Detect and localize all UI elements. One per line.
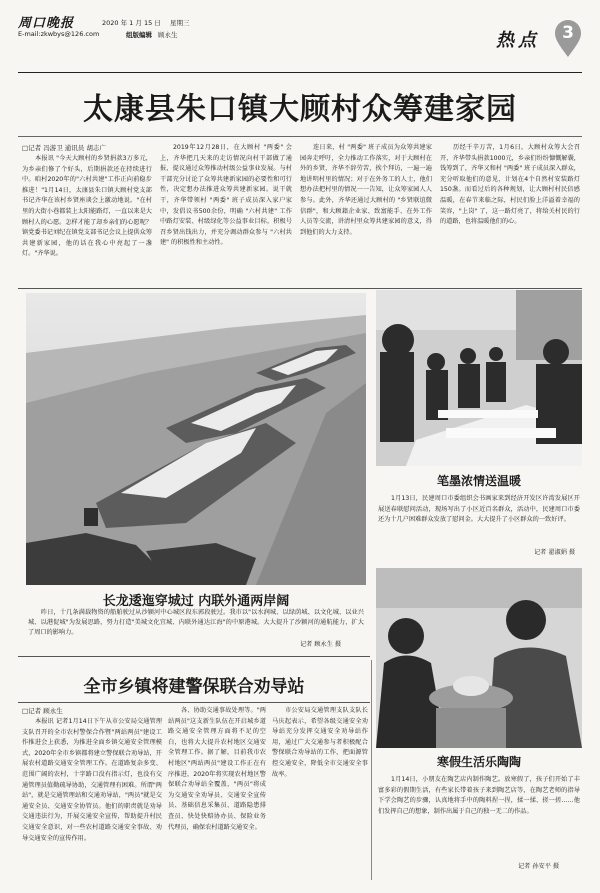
lead-column-1: 本报讯 "今天大顾村的乡贤捐款3万多元，为乡亲们修了个好头，后期捐款还在持续进行中。咱村2020年的"六村共建"工作正向前稳步推进！"1月14日，太康县朱口镇大顾村党支部书记齐华在该村乡贤座谈会上激动地说。"在村里的大街小巷都装上太阳能路灯，一直以来是大顾村人的心愿。怎样才能了却乡亲们的心愿呢？镇党委书记刘纪在镇党支部书记会议上提供众筹共建新家园，他的话在我心中亮起了一盏灯。"齐华说。	[22, 155, 152, 258]
email: E-mail:zkwbys@126.com	[18, 30, 100, 38]
pottery-illustration	[376, 568, 582, 748]
lead-bottom-rule	[18, 288, 582, 289]
river-barges-illustration	[26, 293, 366, 585]
page-number-badge	[554, 20, 582, 56]
river-barges-photo	[26, 293, 366, 585]
masthead	[18, 8, 582, 70]
masthead-rule	[18, 72, 582, 73]
traffic-column-1: 本报讯 记者1月14日下午从市公安局交通管理支队召开的全市农村警保合作暨"两站两员"建设工作推进会上获悉，为推进全面乡镇交通安全管理模式，2020年全市乡镇都将建立警保联合劝导站，开展农村道路交通安全管理工作。在道路复杂多变、范围广阔的农村，十字路口没有指示灯，也没有交通管理员值勤疏导协助，交通管理有困难。所谓"两站"，就是交通管理站和交通劝导站，"两员"就是交通安全员、交通安全协管员。他们的职责就是劝导交通违法行为，开展交通安全宣传，帮助提升村民交通安全意识，对一些农村道路交通安全事故、劝导交通安全的宣传作用。	[22, 718, 162, 842]
pottery-caption: 1月14日，小朋友在陶艺店内制作陶艺。放寒假了，孩子们开始了丰富多彩的假期生活，有些家长带着孩子来到陶艺店等，在陶艺老师的指导下学会陶艺的步骤，认真地将手中的陶料捏一捏，揉一揉、搓一搓……他们发挥自己的想象，制作出属于自己的独一无二的作品。	[378, 776, 580, 815]
brush-credit: 记者 翟淑娟 摄	[534, 549, 576, 556]
issue-date: 2020 年 1 月 15 日	[102, 19, 161, 27]
editor-name: 顾永生	[158, 31, 178, 39]
lead-byline: □记者 冯游卫 通讯员 胡志广	[22, 144, 106, 152]
lead-column-4: 历经千辛万苦，1月6日，大顾村众筹大会召开，齐华带头捐款1000元，乡亲们纷纷慷慨解囊，钱筹到了，齐华又和村 "两委" 班子成员深入群众，充分听取他们的意见，计划在4个自然村安装路灯150盏。而看过后的各种规划，让大顾村村民倍感温暖，在春节来临之际，村民们脸上洋溢着幸福的笑容，"上岗" 了，这一路灯亮了，将给关村民的行的道路，也将温暖他们的心。	[440, 144, 580, 226]
traffic-top-rule	[18, 656, 370, 657]
brush-title: 笔墨浓情送温暖	[436, 474, 521, 488]
brush-caption: 1月13日，民建周口市委组织会书画家来到经济开发区许湾发展区开展送春联慰问活动，现场写出了小区近百名群众，活动中，民建周口市委还为十几户困难群众发放了慰问金。大大提升了小区群众的一致好评。	[378, 495, 580, 524]
pottery-title: 寒假生活乐陶陶	[436, 755, 521, 769]
column-divider	[371, 660, 372, 880]
calligraphy-photo	[376, 290, 582, 466]
page-number: 3	[562, 23, 574, 43]
traffic-headline: 全市乡镇将建警保联合劝导站	[83, 677, 305, 697]
river-title: 长龙逶迤穿城过 内联外通两岸阔	[102, 594, 290, 609]
river-credit: 记者 顾永生 摄	[300, 641, 342, 648]
pottery-credit: 记者 孙安平 摄	[518, 863, 560, 870]
traffic-column-2: 各、协助交通事故处理等。"两站两员"这支新生队伍在开启城乡道路交通安全管理方面将不足的空白，也将大大提升农村地区交通安全管理工作。据了解，目前我市农村地区"两站两员"建设工作正在有序推进，2020年将实现农村地区警保联合劝导站全覆盖，"两员"将成为交通安全劝导员、交通安全宣传员、基础信息采集员、道路隐患排查员、快处快赔协办员、保险业务代理员，确保农村道路交通安全。	[168, 707, 266, 831]
issue-weekday: 星期三	[170, 19, 190, 27]
section-name: 热点	[496, 30, 540, 51]
traffic-byline: □记者 顾永生	[22, 707, 63, 715]
lead-column-3: 连日来，村 "两委" 班子成员为众筹共建家园奔走呼吁，全力推动工作落实，对于大顾村在外的乡贤，齐华不辞劳苦，挨个拜访，一遍一遍地讲明村里的情况；对于在外务工的人士，他们想办法把村里的情况一一告知，让众筹家园人人参与。此外，齐华还通过大顾村的 "乡贤联谊微信群"，和大顾籍企业家、致富能手、在外工作人员等交流，讲清村里众筹共建家园的意义，得到他们的大力支持。	[300, 144, 432, 236]
traffic-headline-rule	[18, 702, 370, 703]
traffic-column-3: 市公安局交通管理支队支队长马庆起表示，希望各级交通安全劝导站充分发挥交通安全劝导站作用，通过广大交通参与者积极配合警保联合劝导站的工作，把面源管控交通安全，降低全市交通安全事故率。	[272, 707, 368, 778]
lead-headline: 太康县朱口镇大顾村众筹建家园	[83, 92, 517, 127]
lead-headline-rule	[18, 136, 582, 137]
river-caption: 昨日，十几条满载物资的船舶驶过从沙颍河中心城区段东郭段驶过。我市以"以水润城、以绿荫城、以文化城、以业兴城、以港促城"为发展思路，努力打造"美城文化宜城、内联外通达江海"的中原港城。大大提升了沙颍河的通航能力，扩大了周口的影响力。	[28, 609, 364, 637]
lead-column-2: 2019年12月28日，在大顾村 "两委" 会上，齐华把几天来的走访情况向村干部做了通报，提议通过众筹推动村级公益事业发展。与村干部充分讨论了众筹共建新家园的必要性和可行性，决定想办法推进众筹共建新家园。说干就干，齐华带领村 "两委" 班子成员深入家户家中，发倡议书500余份，明确 "六村共建" 工作中路灯安装、村级绿化等公益事业目标，积极号召乡贤出钱出力，并充分调动群众参与 "六村共建" 的积极性和主动性。	[160, 144, 292, 247]
editor-label: 组版编辑	[126, 31, 152, 39]
paper-name: 周口晚报	[18, 16, 75, 31]
pottery-photo	[376, 568, 582, 748]
calligraphy-illustration	[376, 290, 582, 466]
